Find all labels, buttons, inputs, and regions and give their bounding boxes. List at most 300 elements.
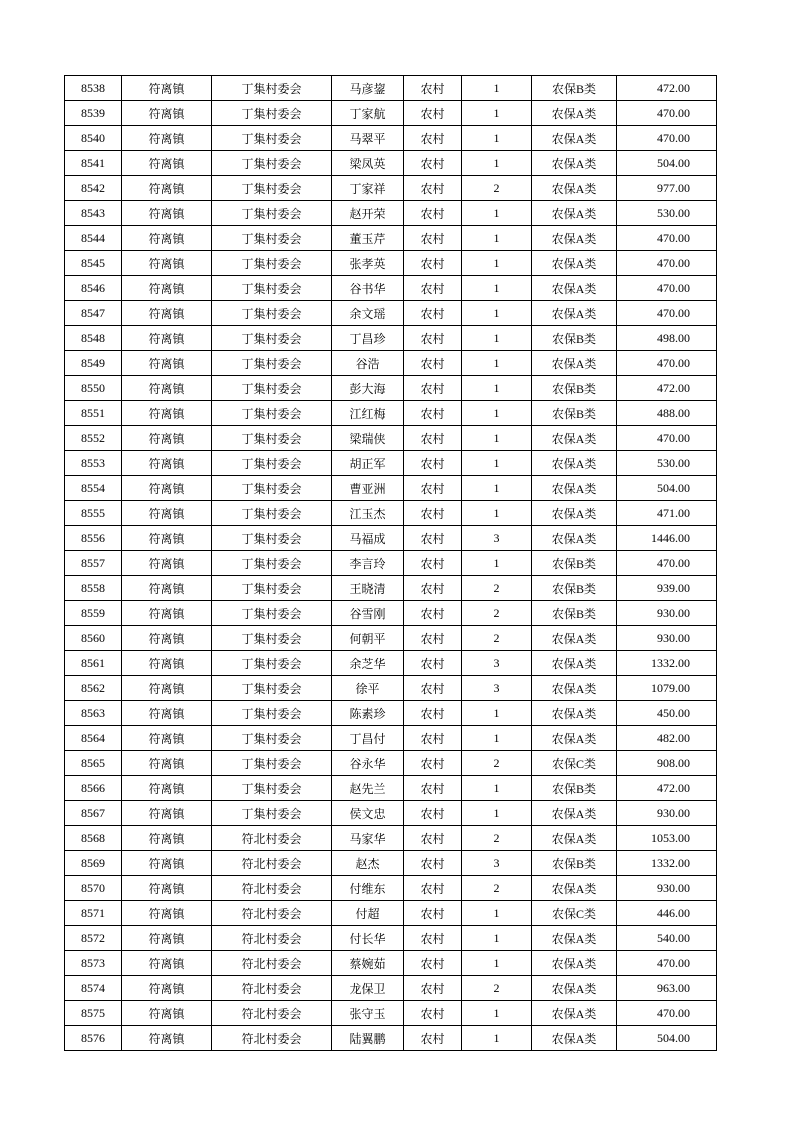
cell-amount: 470.00: [617, 126, 717, 151]
table-row: [65, 651, 717, 676]
cell-committee: 丁集村委会: [212, 201, 332, 226]
cell-count: 1: [462, 351, 532, 376]
table-row: [65, 626, 717, 651]
cell-id: 8540: [65, 126, 122, 151]
cell-category: 农保A类: [532, 476, 617, 501]
cell-committee: 丁集村委会: [212, 776, 332, 801]
cell-count: 1: [462, 251, 532, 276]
cell-town: 符离镇: [122, 76, 212, 101]
cell-category: 农保A类: [532, 726, 617, 751]
cell-category: 农保A类: [532, 151, 617, 176]
cell-count: 3: [462, 651, 532, 676]
cell-count: 1: [462, 276, 532, 301]
cell-id: 8576: [65, 1026, 122, 1051]
table-row: [65, 951, 717, 976]
cell-id: 8547: [65, 301, 122, 326]
cell-count: 2: [462, 576, 532, 601]
cell-count: 3: [462, 676, 532, 701]
cell-town: 符离镇: [122, 401, 212, 426]
cell-id: 8545: [65, 251, 122, 276]
cell-id: 8565: [65, 751, 122, 776]
cell-id: 8541: [65, 151, 122, 176]
cell-committee: 丁集村委会: [212, 176, 332, 201]
cell-id: 8542: [65, 176, 122, 201]
cell-count: 1: [462, 551, 532, 576]
cell-name: 付超: [332, 901, 404, 926]
cell-town: 符离镇: [122, 151, 212, 176]
cell-amount: 470.00: [617, 251, 717, 276]
cell-committee: 符北村委会: [212, 826, 332, 851]
cell-town: 符离镇: [122, 201, 212, 226]
cell-count: 1: [462, 126, 532, 151]
cell-type: 农村: [404, 801, 462, 826]
cell-id: 8548: [65, 326, 122, 351]
cell-town: 符离镇: [122, 351, 212, 376]
cell-committee: 丁集村委会: [212, 476, 332, 501]
table-row: [65, 976, 717, 1001]
cell-type: 农村: [404, 476, 462, 501]
cell-count: 2: [462, 751, 532, 776]
cell-name: 马福成: [332, 526, 404, 551]
cell-category: 农保C类: [532, 751, 617, 776]
cell-id: 8572: [65, 926, 122, 951]
cell-type: 农村: [404, 701, 462, 726]
cell-id: 8553: [65, 451, 122, 476]
cell-count: 1: [462, 1001, 532, 1026]
cell-id: 8561: [65, 651, 122, 676]
cell-count: 2: [462, 626, 532, 651]
cell-id: 8571: [65, 901, 122, 926]
cell-town: 符离镇: [122, 1001, 212, 1026]
cell-type: 农村: [404, 776, 462, 801]
cell-id: 8563: [65, 701, 122, 726]
cell-type: 农村: [404, 751, 462, 776]
cell-town: 符离镇: [122, 376, 212, 401]
cell-committee: 丁集村委会: [212, 326, 332, 351]
table-row: [65, 251, 717, 276]
cell-category: 农保B类: [532, 576, 617, 601]
cell-committee: 丁集村委会: [212, 576, 332, 601]
cell-category: 农保A类: [532, 626, 617, 651]
records-table: [64, 75, 717, 1051]
table-row: [65, 76, 717, 101]
table-row: [65, 126, 717, 151]
table-row: [65, 201, 717, 226]
table-row: [65, 451, 717, 476]
cell-town: 符离镇: [122, 526, 212, 551]
cell-count: 1: [462, 301, 532, 326]
cell-name: 赵杰: [332, 851, 404, 876]
cell-name: 谷雪刚: [332, 601, 404, 626]
cell-type: 农村: [404, 351, 462, 376]
cell-id: 8567: [65, 801, 122, 826]
cell-committee: 丁集村委会: [212, 401, 332, 426]
cell-count: 2: [462, 876, 532, 901]
cell-amount: 930.00: [617, 801, 717, 826]
cell-id: 8557: [65, 551, 122, 576]
cell-id: 8562: [65, 676, 122, 701]
cell-type: 农村: [404, 301, 462, 326]
cell-town: 符离镇: [122, 851, 212, 876]
cell-name: 侯文忠: [332, 801, 404, 826]
cell-count: 1: [462, 376, 532, 401]
cell-id: 8556: [65, 526, 122, 551]
cell-amount: 470.00: [617, 551, 717, 576]
cell-category: 农保A类: [532, 876, 617, 901]
cell-id: 8555: [65, 501, 122, 526]
cell-category: 农保B类: [532, 76, 617, 101]
cell-category: 农保B类: [532, 601, 617, 626]
cell-type: 农村: [404, 501, 462, 526]
cell-name: 龙保卫: [332, 976, 404, 1001]
cell-name: 董玉芹: [332, 226, 404, 251]
cell-name: 余芝华: [332, 651, 404, 676]
cell-id: 8570: [65, 876, 122, 901]
cell-count: 1: [462, 476, 532, 501]
cell-count: 1: [462, 801, 532, 826]
cell-type: 农村: [404, 251, 462, 276]
cell-town: 符离镇: [122, 126, 212, 151]
table-row: [65, 151, 717, 176]
cell-count: 1: [462, 701, 532, 726]
cell-type: 农村: [404, 226, 462, 251]
cell-name: 丁家航: [332, 101, 404, 126]
table-row: [65, 501, 717, 526]
cell-amount: 504.00: [617, 151, 717, 176]
cell-count: 1: [462, 226, 532, 251]
cell-name: 曹亚洲: [332, 476, 404, 501]
cell-name: 李言玲: [332, 551, 404, 576]
cell-town: 符离镇: [122, 551, 212, 576]
cell-id: 8543: [65, 201, 122, 226]
cell-committee: 丁集村委会: [212, 426, 332, 451]
cell-town: 符离镇: [122, 651, 212, 676]
cell-name: 江红梅: [332, 401, 404, 426]
cell-count: 1: [462, 726, 532, 751]
cell-name: 江玉杰: [332, 501, 404, 526]
cell-town: 符离镇: [122, 326, 212, 351]
cell-committee: 丁集村委会: [212, 226, 332, 251]
cell-type: 农村: [404, 326, 462, 351]
cell-town: 符离镇: [122, 451, 212, 476]
cell-amount: 939.00: [617, 576, 717, 601]
cell-id: 8575: [65, 1001, 122, 1026]
cell-category: 农保A类: [532, 951, 617, 976]
cell-count: 2: [462, 826, 532, 851]
cell-town: 符离镇: [122, 1026, 212, 1051]
cell-id: 8574: [65, 976, 122, 1001]
cell-type: 农村: [404, 401, 462, 426]
cell-amount: 530.00: [617, 451, 717, 476]
cell-town: 符离镇: [122, 701, 212, 726]
cell-name: 余文瑶: [332, 301, 404, 326]
cell-town: 符离镇: [122, 101, 212, 126]
cell-type: 农村: [404, 926, 462, 951]
cell-town: 符离镇: [122, 251, 212, 276]
table-row: [65, 101, 717, 126]
cell-town: 符离镇: [122, 801, 212, 826]
cell-amount: 930.00: [617, 626, 717, 651]
cell-type: 农村: [404, 551, 462, 576]
cell-category: 农保B类: [532, 376, 617, 401]
cell-type: 农村: [404, 626, 462, 651]
cell-town: 符离镇: [122, 426, 212, 451]
cell-type: 农村: [404, 176, 462, 201]
cell-name: 徐平: [332, 676, 404, 701]
cell-category: 农保A类: [532, 701, 617, 726]
cell-amount: 498.00: [617, 326, 717, 351]
table-row: [65, 826, 717, 851]
cell-type: 农村: [404, 876, 462, 901]
cell-category: 农保A类: [532, 426, 617, 451]
cell-category: 农保C类: [532, 901, 617, 926]
cell-type: 农村: [404, 201, 462, 226]
cell-town: 符离镇: [122, 226, 212, 251]
cell-name: 梁凤英: [332, 151, 404, 176]
cell-committee: 符北村委会: [212, 976, 332, 1001]
table-row: [65, 876, 717, 901]
cell-type: 农村: [404, 526, 462, 551]
cell-committee: 丁集村委会: [212, 601, 332, 626]
cell-committee: 符北村委会: [212, 1001, 332, 1026]
cell-name: 梁瑞侠: [332, 426, 404, 451]
cell-name: 丁昌付: [332, 726, 404, 751]
cell-category: 农保A类: [532, 1001, 617, 1026]
cell-committee: 符北村委会: [212, 926, 332, 951]
cell-committee: 丁集村委会: [212, 701, 332, 726]
table-row: [65, 751, 717, 776]
cell-town: 符离镇: [122, 826, 212, 851]
cell-amount: 504.00: [617, 1026, 717, 1051]
cell-category: 农保A类: [532, 126, 617, 151]
cell-amount: 482.00: [617, 726, 717, 751]
table-row: [65, 551, 717, 576]
cell-committee: 丁集村委会: [212, 801, 332, 826]
cell-category: 农保A类: [532, 1026, 617, 1051]
cell-amount: 488.00: [617, 401, 717, 426]
cell-name: 彭大海: [332, 376, 404, 401]
table-row: [65, 276, 717, 301]
cell-category: 农保A类: [532, 526, 617, 551]
cell-committee: 丁集村委会: [212, 376, 332, 401]
cell-category: 农保B类: [532, 326, 617, 351]
cell-committee: 符北村委会: [212, 951, 332, 976]
cell-category: 农保B类: [532, 401, 617, 426]
cell-count: 1: [462, 1026, 532, 1051]
cell-category: 农保A类: [532, 801, 617, 826]
cell-committee: 符北村委会: [212, 901, 332, 926]
cell-committee: 丁集村委会: [212, 551, 332, 576]
cell-committee: 丁集村委会: [212, 751, 332, 776]
cell-count: 1: [462, 326, 532, 351]
cell-committee: 丁集村委会: [212, 126, 332, 151]
cell-town: 符离镇: [122, 576, 212, 601]
cell-type: 农村: [404, 851, 462, 876]
cell-category: 农保A类: [532, 276, 617, 301]
cell-type: 农村: [404, 76, 462, 101]
cell-id: 8573: [65, 951, 122, 976]
cell-amount: 504.00: [617, 476, 717, 501]
cell-type: 农村: [404, 276, 462, 301]
cell-amount: 472.00: [617, 776, 717, 801]
cell-name: 谷浩: [332, 351, 404, 376]
cell-count: 1: [462, 951, 532, 976]
cell-amount: 472.00: [617, 76, 717, 101]
cell-category: 农保A类: [532, 501, 617, 526]
cell-type: 农村: [404, 951, 462, 976]
cell-amount: 930.00: [617, 601, 717, 626]
cell-amount: 530.00: [617, 201, 717, 226]
cell-name: 丁家祥: [332, 176, 404, 201]
cell-id: 8559: [65, 601, 122, 626]
cell-amount: 470.00: [617, 1001, 717, 1026]
cell-type: 农村: [404, 651, 462, 676]
cell-type: 农村: [404, 601, 462, 626]
table-row: [65, 601, 717, 626]
cell-amount: 977.00: [617, 176, 717, 201]
cell-name: 丁昌珍: [332, 326, 404, 351]
cell-committee: 丁集村委会: [212, 276, 332, 301]
cell-category: 农保A类: [532, 926, 617, 951]
cell-amount: 446.00: [617, 901, 717, 926]
cell-category: 农保A类: [532, 351, 617, 376]
cell-committee: 丁集村委会: [212, 676, 332, 701]
cell-town: 符离镇: [122, 876, 212, 901]
cell-count: 1: [462, 76, 532, 101]
cell-category: 农保A类: [532, 451, 617, 476]
cell-amount: 930.00: [617, 876, 717, 901]
cell-town: 符离镇: [122, 301, 212, 326]
table-row: [65, 176, 717, 201]
cell-amount: 470.00: [617, 951, 717, 976]
cell-name: 马彦鋆: [332, 76, 404, 101]
cell-id: 8554: [65, 476, 122, 501]
cell-count: 1: [462, 501, 532, 526]
cell-category: 农保A类: [532, 226, 617, 251]
cell-town: 符离镇: [122, 626, 212, 651]
cell-name: 张守玉: [332, 1001, 404, 1026]
cell-town: 符离镇: [122, 501, 212, 526]
cell-id: 8551: [65, 401, 122, 426]
cell-amount: 540.00: [617, 926, 717, 951]
cell-category: 农保A类: [532, 176, 617, 201]
cell-count: 2: [462, 176, 532, 201]
cell-type: 农村: [404, 1001, 462, 1026]
cell-id: 8564: [65, 726, 122, 751]
table-row: [65, 576, 717, 601]
cell-id: 8552: [65, 426, 122, 451]
table-row: [65, 226, 717, 251]
cell-id: 8544: [65, 226, 122, 251]
table-row: [65, 476, 717, 501]
cell-amount: 963.00: [617, 976, 717, 1001]
cell-id: 8550: [65, 376, 122, 401]
cell-town: 符离镇: [122, 176, 212, 201]
cell-town: 符离镇: [122, 776, 212, 801]
cell-type: 农村: [404, 426, 462, 451]
cell-town: 符离镇: [122, 976, 212, 1001]
table-row: [65, 426, 717, 451]
cell-committee: 丁集村委会: [212, 626, 332, 651]
table-row: [65, 726, 717, 751]
table-row: [65, 776, 717, 801]
cell-count: 1: [462, 201, 532, 226]
cell-category: 农保B类: [532, 551, 617, 576]
cell-type: 农村: [404, 726, 462, 751]
table-row: [65, 901, 717, 926]
cell-town: 符离镇: [122, 601, 212, 626]
cell-committee: 丁集村委会: [212, 76, 332, 101]
cell-category: 农保A类: [532, 976, 617, 1001]
cell-amount: 470.00: [617, 226, 717, 251]
cell-town: 符离镇: [122, 951, 212, 976]
cell-town: 符离镇: [122, 676, 212, 701]
table-row: [65, 851, 717, 876]
cell-name: 蔡婉茹: [332, 951, 404, 976]
cell-type: 农村: [404, 826, 462, 851]
cell-amount: 1332.00: [617, 851, 717, 876]
cell-id: 8560: [65, 626, 122, 651]
table-row: [65, 801, 717, 826]
cell-category: 农保A类: [532, 101, 617, 126]
cell-count: 1: [462, 776, 532, 801]
cell-name: 赵开荣: [332, 201, 404, 226]
cell-category: 农保B类: [532, 776, 617, 801]
cell-count: 1: [462, 401, 532, 426]
cell-type: 农村: [404, 101, 462, 126]
cell-id: 8538: [65, 76, 122, 101]
table-row: [65, 526, 717, 551]
cell-name: 陈素珍: [332, 701, 404, 726]
cell-amount: 470.00: [617, 426, 717, 451]
cell-id: 8549: [65, 351, 122, 376]
cell-town: 符离镇: [122, 726, 212, 751]
cell-amount: 470.00: [617, 276, 717, 301]
cell-amount: 472.00: [617, 376, 717, 401]
cell-name: 马翠平: [332, 126, 404, 151]
table-row: [65, 401, 717, 426]
cell-count: 1: [462, 426, 532, 451]
cell-type: 农村: [404, 126, 462, 151]
cell-name: 张孝英: [332, 251, 404, 276]
cell-committee: 丁集村委会: [212, 451, 332, 476]
cell-name: 谷永华: [332, 751, 404, 776]
table-row: [65, 1026, 717, 1051]
cell-amount: 470.00: [617, 351, 717, 376]
cell-committee: 丁集村委会: [212, 651, 332, 676]
cell-type: 农村: [404, 901, 462, 926]
table-row: [65, 926, 717, 951]
cell-id: 8568: [65, 826, 122, 851]
cell-count: 3: [462, 851, 532, 876]
cell-count: 1: [462, 451, 532, 476]
cell-committee: 符北村委会: [212, 1026, 332, 1051]
cell-count: 1: [462, 101, 532, 126]
cell-type: 农村: [404, 1026, 462, 1051]
cell-amount: 1079.00: [617, 676, 717, 701]
cell-count: 2: [462, 976, 532, 1001]
cell-name: 付长华: [332, 926, 404, 951]
cell-town: 符离镇: [122, 751, 212, 776]
cell-town: 符离镇: [122, 901, 212, 926]
cell-type: 农村: [404, 676, 462, 701]
cell-amount: 471.00: [617, 501, 717, 526]
cell-committee: 丁集村委会: [212, 151, 332, 176]
cell-type: 农村: [404, 451, 462, 476]
cell-committee: 丁集村委会: [212, 351, 332, 376]
table-row: [65, 376, 717, 401]
table-row: [65, 301, 717, 326]
